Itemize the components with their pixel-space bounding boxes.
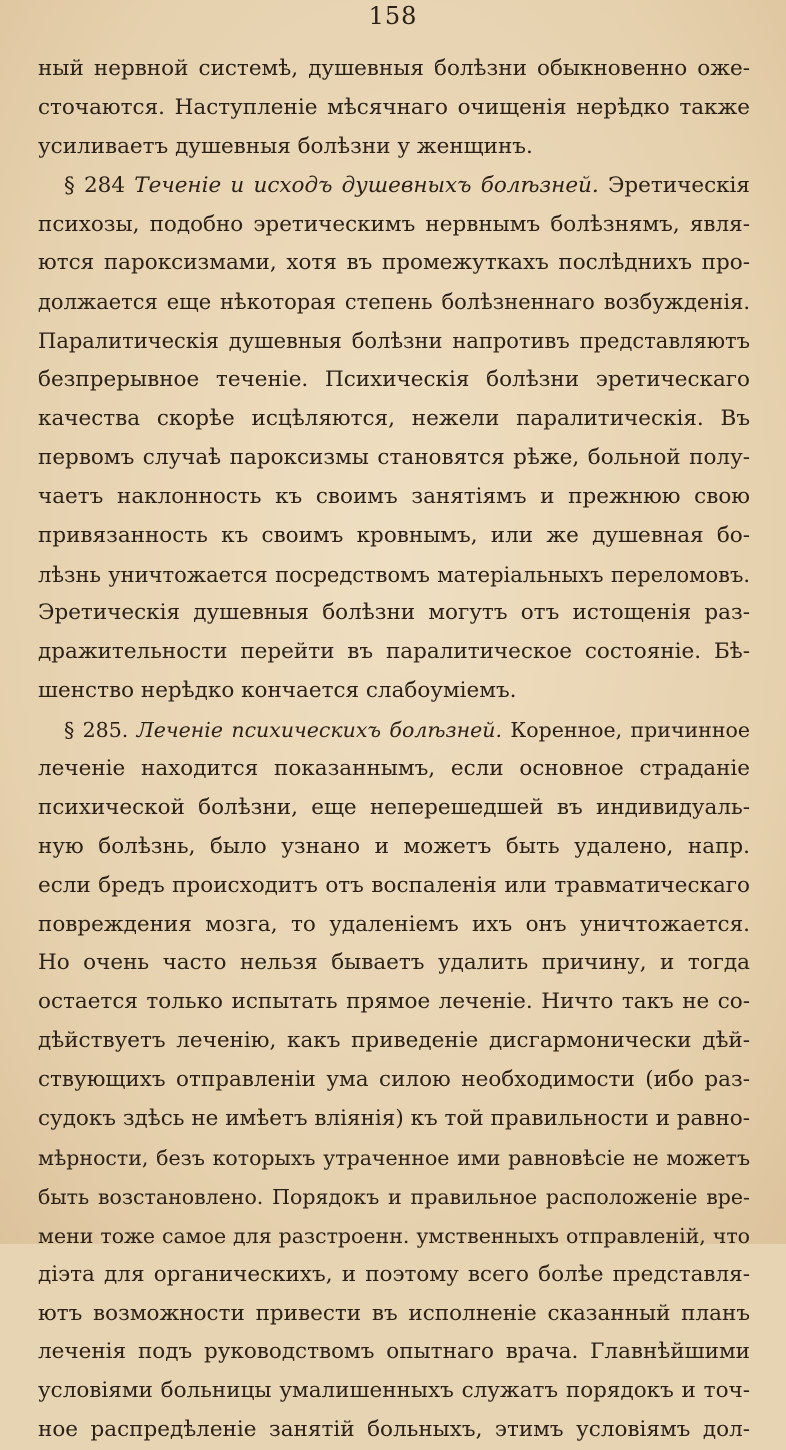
line-text: Паралитическія душевныя болѣзни напротивъ представляютъ — [38, 329, 750, 354]
text-line — [38, 672, 750, 711]
text-line — [38, 128, 750, 167]
line-text: если бредъ происходитъ отъ воспаленія или травматическаго — [38, 872, 750, 898]
text-line — [38, 1217, 750, 1256]
line-text: Эретическія — [607, 172, 750, 198]
text-line — [38, 594, 750, 633]
line-text: качества скорѣе исцѣляются, нежели паралитическія. Въ — [38, 406, 750, 432]
text-line — [38, 478, 750, 517]
text-line — [38, 633, 750, 672]
text-line — [38, 89, 750, 128]
line-text: привязанность къ своимъ кровнымъ, или же душевная бо- — [38, 522, 750, 548]
line-text: мени тоже самое для разстроенн. умственныхъ отправленій, что — [38, 1223, 750, 1248]
text-line — [38, 283, 750, 322]
text-line — [38, 1256, 750, 1295]
line-text: сточаются. Наступленіе мѣсячнаго очищенія нерѣдко также — [38, 94, 750, 120]
section-heading: Теченіе и исходъ душевныхъ болѣзней. — [134, 172, 599, 198]
text-line — [38, 789, 750, 828]
line-text: психической болѣзни, еще неперешедшей въ индивидуаль- — [38, 794, 750, 820]
section-heading: Леченіе психическихъ болѣзней. — [136, 718, 502, 743]
line-text: судокъ здѣсь не имѣетъ вліянія) къ той правильности и равно- — [38, 1106, 750, 1132]
section-number: § 284 — [64, 172, 126, 198]
line-text: дражительности перейти въ паралитическое состояніе. Бѣ- — [38, 639, 750, 665]
line-text: усиливаетъ душевныя болѣзни у женщинъ. — [38, 133, 533, 159]
line-text: ное распредѣленіе занятій больныхъ, этимъ условіямъ дол- — [38, 1417, 750, 1443]
text-line — [38, 1139, 750, 1178]
line-text: ный нервной системѣ, душевныя болѣзни обыкновенно ожe- — [38, 56, 750, 81]
text-line — [38, 167, 750, 206]
section-number: § 285. — [64, 718, 129, 743]
text-line — [38, 400, 750, 439]
line-text: ную болѣзнь, было узнано и можетъ быть удалено, напр. — [38, 833, 750, 859]
text-line — [38, 1178, 750, 1217]
text-line — [38, 750, 750, 789]
line-text: шенство нерѣдко кончается слабоуміемъ. — [38, 678, 517, 704]
text-line — [38, 206, 750, 245]
text-line — [38, 1372, 750, 1411]
line-text: остается только испытать прямое леченіе. Ничто такъ не со- — [38, 989, 750, 1015]
page-body-text — [38, 50, 750, 1450]
line-text: безпрерывное теченіе. Психическія болѣзни эретическаго — [38, 367, 750, 393]
text-line — [38, 1333, 750, 1372]
text-line — [38, 1100, 750, 1139]
text-line — [38, 944, 750, 983]
line-text: ются пароксизмами, хотя въ промежуткахъ послѣднихъ про- — [38, 250, 750, 276]
line-text: чаетъ наклонность къ своимъ занятіямъ и прежнюю свою — [38, 483, 750, 509]
line-text: лѣзнь уничтожается посредствомъ матеріальныхъ переломовъ. — [38, 562, 750, 587]
line-text: ютъ возможности привести въ исполненіе сказанный планъ — [38, 1300, 750, 1326]
line-text: леченіе находится показаннымъ, если основное страданіе — [38, 756, 750, 782]
text-line — [38, 1061, 750, 1100]
line-text: мѣрности, безъ которыхъ утраченное ими равновѣсіе не можетъ — [38, 1145, 750, 1170]
line-text: психозы, подобно эретическимъ нервнымъ болѣзнямъ, явля- — [38, 211, 750, 237]
line-text: ствующихъ отправленіи ума силою необходимости (ибо раз- — [38, 1067, 750, 1093]
line-text: діэта для органическихъ, и поэтому всего болѣе представля- — [38, 1261, 750, 1287]
line-text: дѣйствуетъ леченію, какъ приведеніе дисгармонически дѣй- — [38, 1028, 750, 1054]
line-text: повреждения мозга, то удаленіемъ ихъ онъ уничтожается. — [38, 911, 750, 937]
text-line — [38, 556, 750, 595]
text-line — [38, 867, 750, 906]
line-text: первомъ случаѣ пароксизмы становятся рѣже, больной полу- — [38, 444, 750, 470]
text-line — [38, 906, 750, 945]
text-line — [38, 983, 750, 1022]
page-number: 158 — [368, 2, 418, 30]
line-text: Но очень часто нельзя бываетъ удалить причину, и тогда — [38, 950, 750, 976]
text-line — [38, 711, 750, 750]
text-line — [38, 50, 750, 89]
line-text: Эретическія душевныя болѣзни могутъ отъ истощенія раз- — [38, 600, 750, 626]
text-line — [38, 1411, 750, 1450]
text-line — [38, 244, 750, 283]
text-line — [38, 517, 750, 556]
text-line — [38, 1295, 750, 1334]
line-text: должается еще нѣкоторая степень болѣзненнаго возбужденія. — [38, 290, 750, 315]
text-line — [38, 361, 750, 400]
line-text: Коренное, причинное — [510, 718, 750, 743]
line-text: леченія подъ руководствомъ опытнаго врача. Главнѣйшими — [38, 1339, 750, 1365]
text-line — [38, 1022, 750, 1061]
text-line — [38, 439, 750, 478]
line-text: быть возстановлено. Порядокъ и правильное расположеніе вре- — [38, 1184, 750, 1209]
text-line — [38, 322, 750, 361]
text-line — [38, 828, 750, 867]
line-text: условіями больницы умалишенныхъ служатъ порядокъ и точ- — [38, 1378, 750, 1404]
